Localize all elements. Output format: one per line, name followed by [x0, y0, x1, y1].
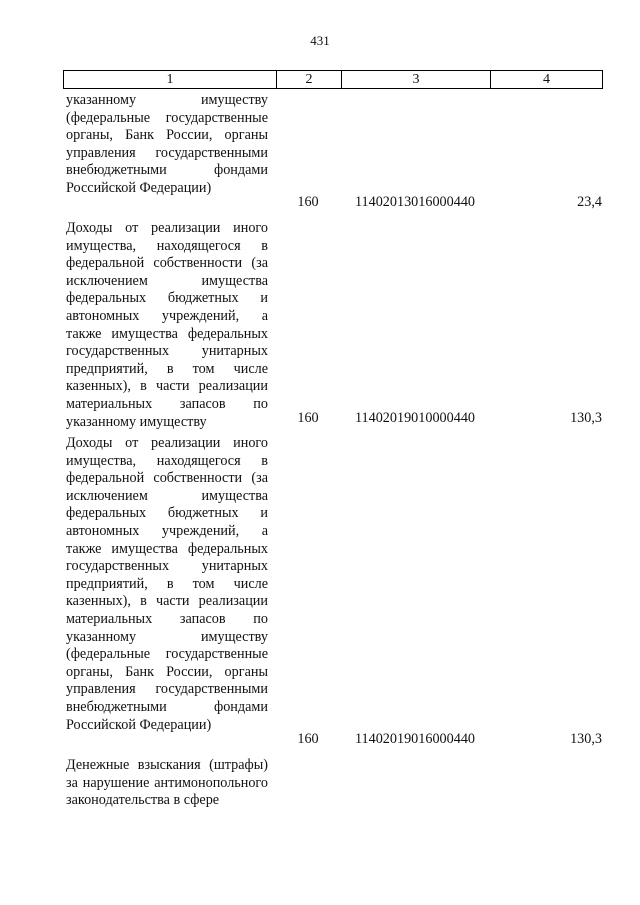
row-code: 160 [297, 731, 319, 747]
row-kbk: 11402013016000440 [354, 194, 476, 210]
table-row-description: Доходы от реализации иного имущества, находящегося в федеральной собственности (за исключением имущества федеральных бюджетных и автономных учреждений, а также имущества федеральных государственных унитарных предприятий, в том числе казенных), в части реализации материальных запасов по указанному имуществу (федеральные государственные органы, Банк России, органы управления государственными внебюджетными фондами Российской Федерации) [66, 435, 268, 733]
row-code: 160 [297, 194, 319, 210]
header-col-4: 4 [543, 72, 550, 87]
table-header [63, 70, 603, 89]
header-col-1: 1 [166, 72, 174, 87]
row-amount: 23,4 [577, 194, 602, 210]
table-row-description: Денежные взыскания (штрафы) за нарушение антимонопольного законодательства в сфере [66, 757, 268, 809]
row-amount: 130,3 [570, 731, 602, 747]
header-col-3: 3 [412, 72, 420, 87]
row-amount: 130,3 [570, 410, 602, 426]
row-kbk: 11402019016000440 [354, 731, 476, 747]
table-row-description: указанному имуществу (федеральные государственные органы, Банк России, органы управления государственными внебюджетными фондами Российской Федерации) [66, 92, 268, 196]
row-code: 160 [297, 410, 319, 426]
row-kbk: 11402019010000440 [354, 410, 476, 426]
page-number: 431 [310, 33, 330, 48]
table-row-description: Доходы от реализации иного имущества, находящегося в федеральной собственности (за исключением имущества федеральных бюджетных и автономных учреждений, а также имущества федеральных государственных унитарных предприятий, в том числе казенных), в части реализации материальных запасов по указанному имуществу [66, 220, 268, 430]
header-col-2: 2 [305, 72, 313, 87]
